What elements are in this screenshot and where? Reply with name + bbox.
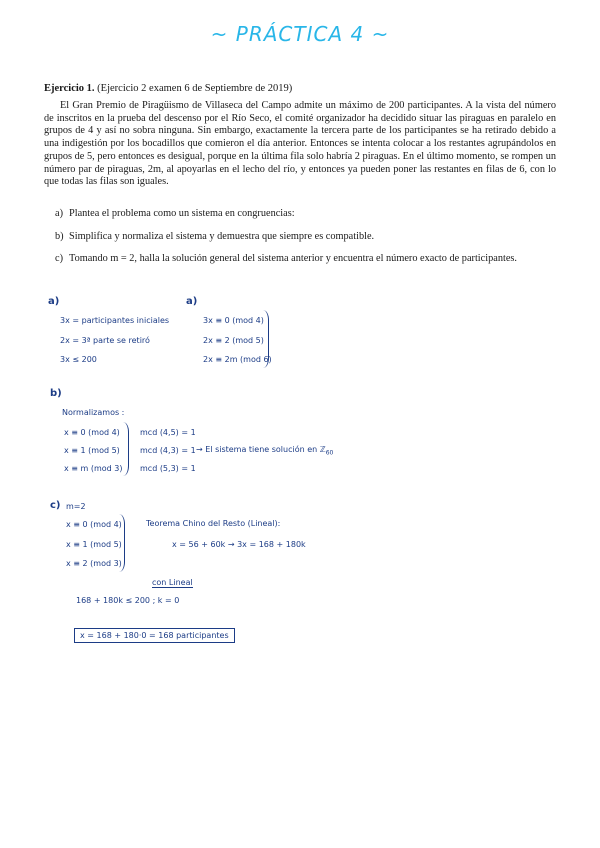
hw-congruence: 3x ≡ 0 (mod 4): [203, 316, 264, 325]
hw-mcd: mcd (4,5) = 1: [140, 428, 196, 437]
exercise-statement: El Gran Premio de Piragüismo de Villaseca del Campo admite un máximo de 200 participantes. A la vista del número de inscritos en la prueba del descenso por el Río Seco, el comité organizador ha decidido situar las piraguas en paralelo en grupos de 4 y así no sobra ninguna. Sin embargo, exactamente la tercera parte de los participantes se ha retirado debido a una indigestión por los bocadillos que comieron el día anterior. Entonces se intenta colocar a los restantes agrupándolos en grupos de 5, pero entonces es desigual, porque en la última fila solo habría 2 piraguas. En el último momento, se rompen un número par de piraguas, 2m, al apoyarlas en el lecho del río, y entonces ya pueden poner las restantes en filas de 6, con lo que todas las filas son iguales.: [44, 100, 556, 188]
hw-b-subscript: 60: [325, 449, 334, 457]
item-c: [55, 253, 555, 266]
hw-b-conclusion-text: → El sistema tiene solución en ℤ: [196, 445, 326, 454]
hw-a-system-label: a): [186, 296, 198, 307]
item-text: Tomando m = 2, halla la solución general del sistema anterior y encuentra el número exacto de participantes.: [69, 253, 517, 265]
hw-a-line: 3x = participantes iniciales: [60, 316, 170, 325]
hw-congruence: x ≡ 1 (mod 5): [66, 540, 122, 549]
hw-c-solution: x = 56 + 60k → 3x = 168 + 180k: [172, 540, 306, 549]
exercise-heading: [44, 83, 292, 94]
hw-congruence: x ≡ 0 (mod 4): [66, 520, 122, 529]
item-a: [55, 208, 555, 221]
hw-mcd: mcd (4,3) = 1: [140, 446, 196, 455]
hw-a-label: a): [48, 296, 60, 307]
exercise-items: [55, 208, 555, 276]
exercise-number: Ejercicio 1.: [44, 83, 95, 94]
hw-b-label: b): [50, 388, 62, 399]
hw-mcd: mcd (5,3) = 1: [140, 464, 196, 473]
hw-c-note: con Lineal: [152, 578, 193, 587]
hw-b-title: Normalizamos :: [62, 408, 125, 417]
hw-c-label: c): [50, 500, 61, 511]
item-label: a): [55, 208, 63, 219]
brace-icon: [122, 422, 129, 476]
hw-c-inequality: 168 + 180k ≤ 200 ; k = 0: [76, 596, 180, 605]
hw-congruence: x ≡ 0 (mod 4): [64, 428, 120, 437]
hw-congruence: x ≡ 1 (mod 5): [64, 446, 120, 455]
item-text: Plantea el problema como un sistema en congruencias:: [69, 208, 295, 219]
hw-c-m: m=2: [66, 502, 86, 511]
hw-b-conclusion: [196, 445, 333, 457]
item-text: Simplifica y normaliza el sistema y demuestra que siempre es compatible.: [69, 230, 375, 242]
hw-congruence: x ≡ m (mod 3): [64, 464, 123, 473]
page-title: ~ PRÁCTICA 4 ~: [210, 22, 390, 46]
item-label: c): [55, 253, 63, 265]
hw-a-line: 3x ≤ 200: [60, 355, 97, 364]
hw-congruence: 2x ≡ 2m (mod 6): [203, 355, 272, 364]
hw-congruence: x ≡ 2 (mod 3): [66, 559, 122, 568]
item-b: [55, 231, 555, 244]
item-label: b): [55, 230, 64, 242]
brace-icon: [262, 310, 269, 368]
hw-c-answer: x = 168 + 180·0 = 168 participantes: [74, 628, 235, 643]
brace-icon: [118, 514, 125, 572]
hw-a-line: 2x = 3ª parte se retiró: [60, 336, 150, 345]
hw-c-theorem: Teorema Chino del Resto (Lineal):: [146, 519, 281, 528]
hw-congruence: 2x ≡ 2 (mod 5): [203, 336, 264, 345]
exercise-source: (Ejercicio 2 examen 6 de Septiembre de 2019): [97, 83, 293, 94]
